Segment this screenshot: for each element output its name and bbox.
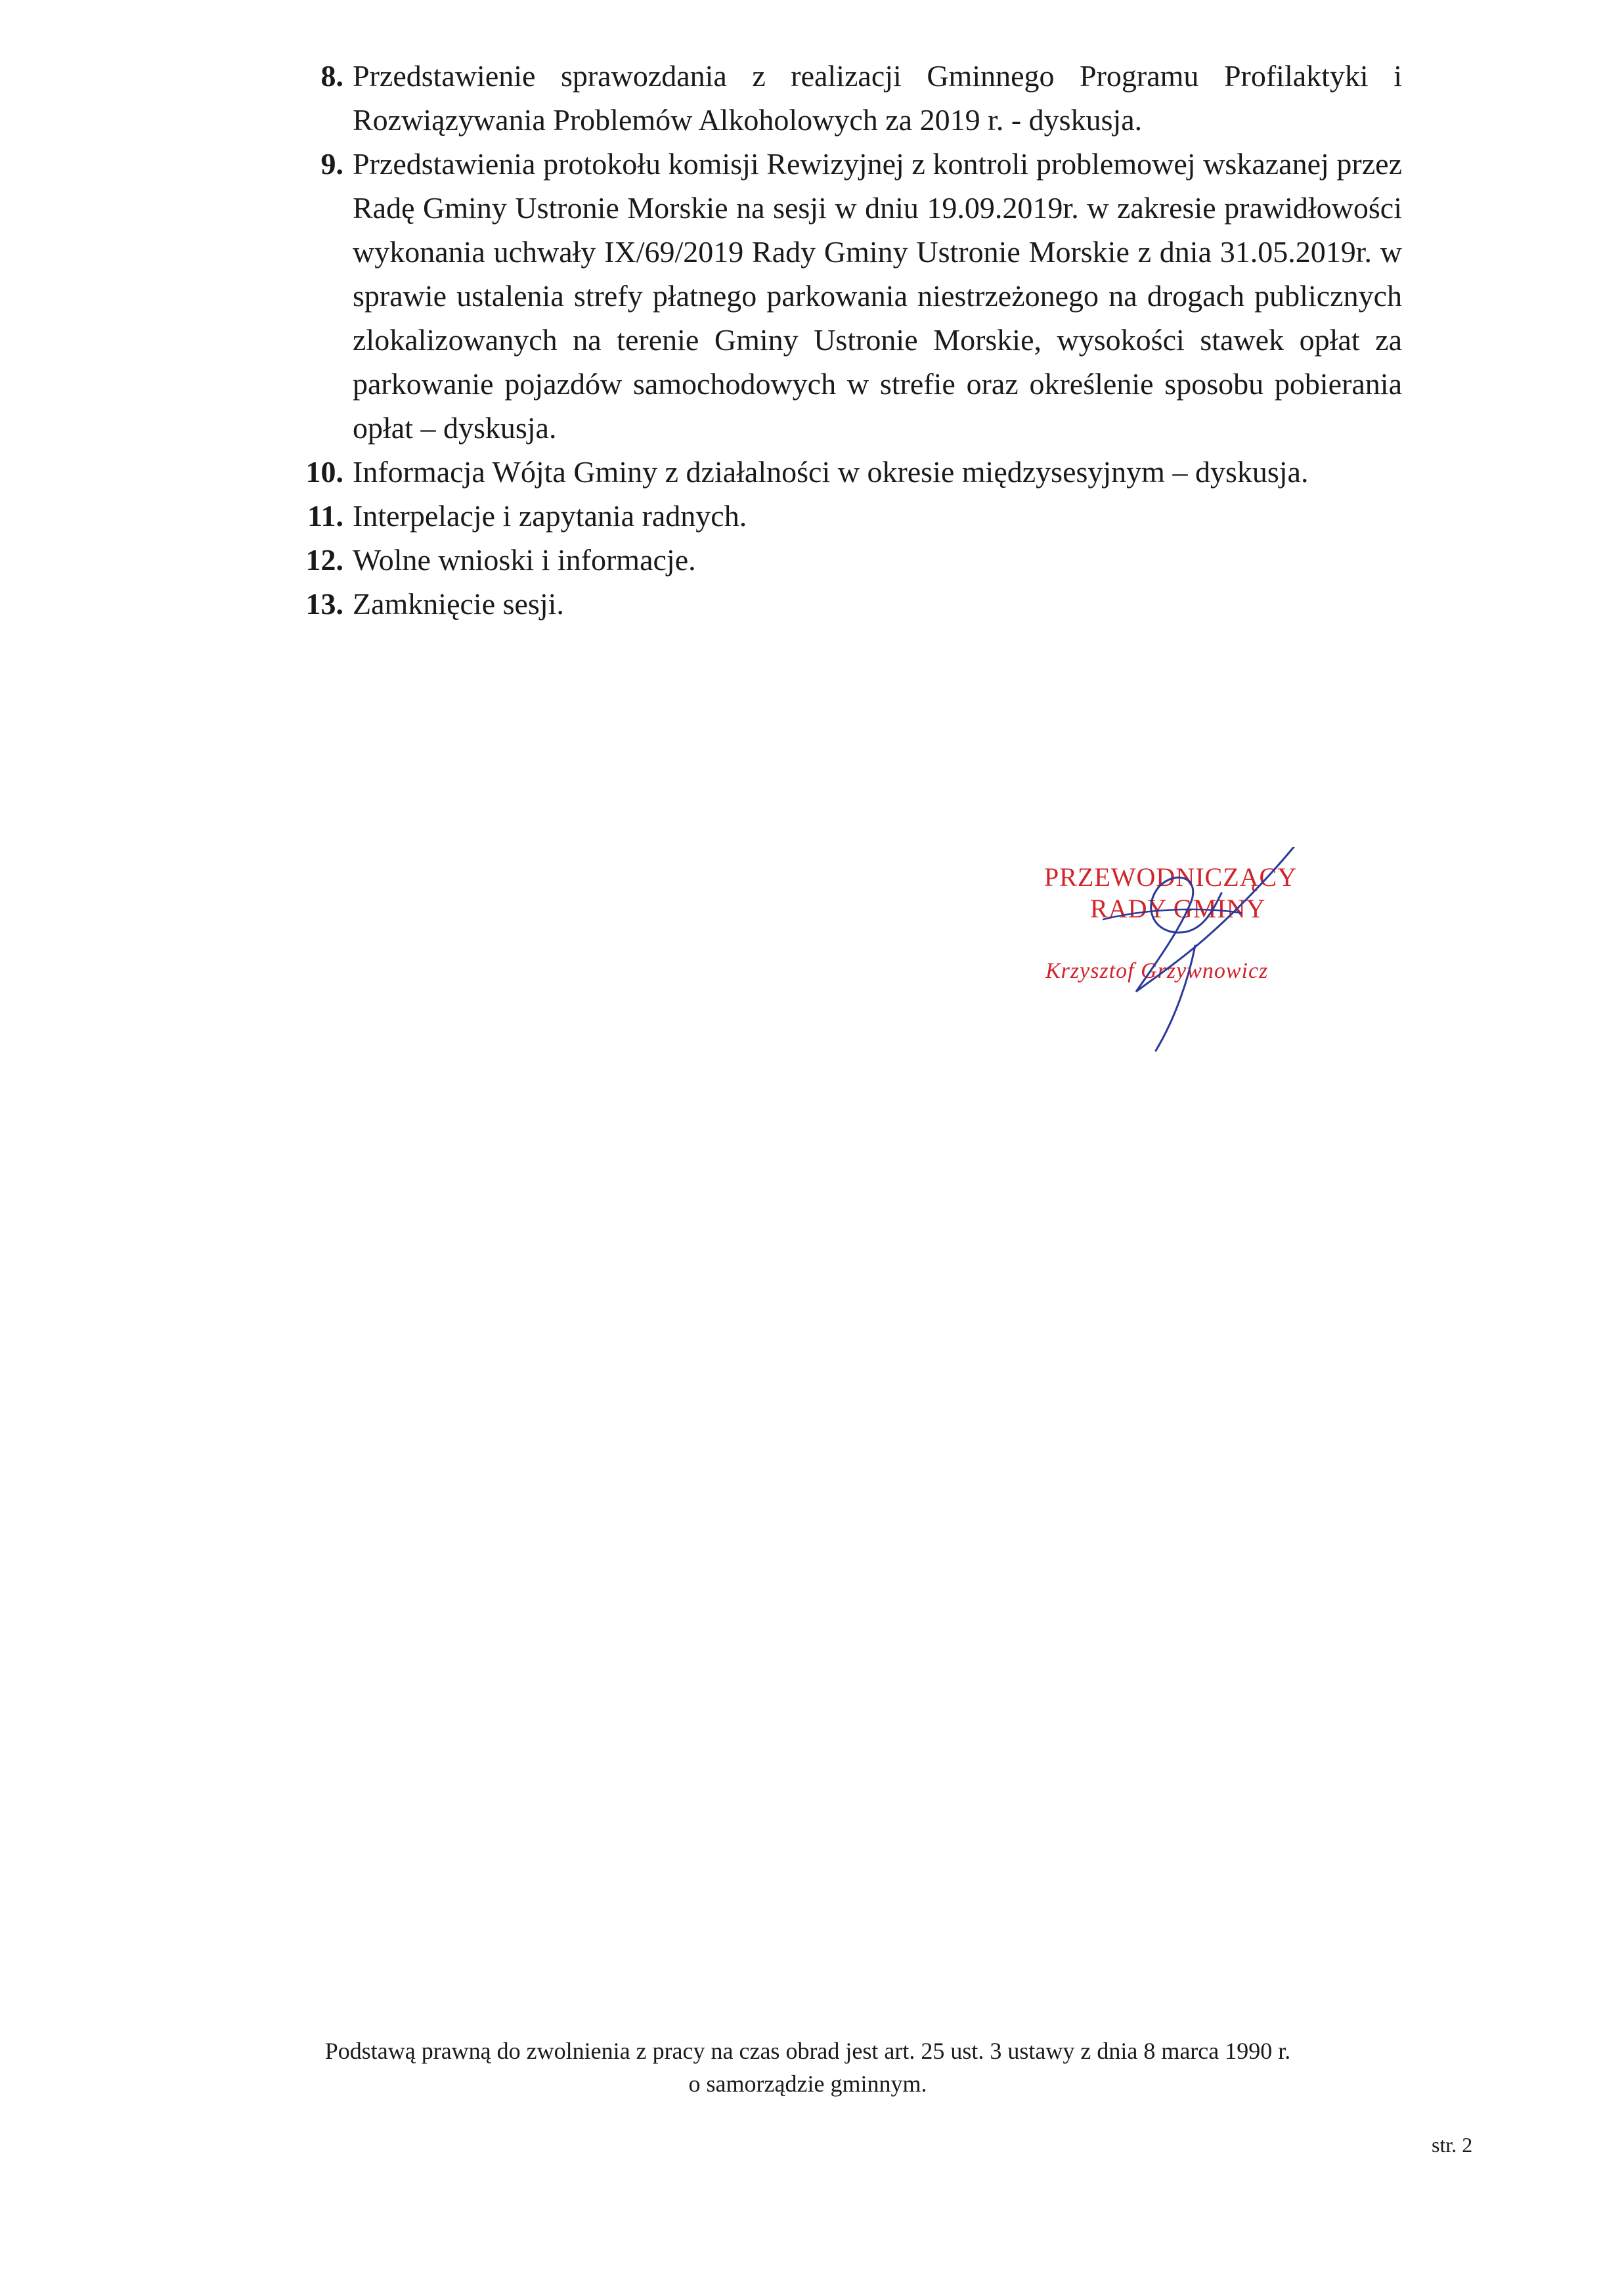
agenda-item-8: [299, 54, 1402, 142]
agenda-item-10: [299, 450, 1402, 494]
page-number: str. 2: [1432, 2133, 1473, 2157]
agenda-item-number: 9.: [320, 147, 343, 181]
signature-mark: [1024, 847, 1327, 1057]
agenda-item-text: Informacja Wójta Gminy z działalności w okresie międzysesyjnym – dyskusja.: [353, 455, 1309, 489]
legal-footer: [197, 2034, 1418, 2100]
agenda-item-text: Przedstawienia protokołu komisji Rewizyjnej z kontroli problemowej wskazanej przez Radę Gminy Ustronie Morskie na sesji w dniu 19.09.2019r. w zakresie prawidłowości wykonania uchwały IX/69/2019 Rady Gminy Ustronie Morskie z dnia 31.05.2019r. w sprawie ustalenia strefy płatnego parkowania niestrzeżonego na drogach publicznych zlokalizowanych na terenie Gminy Ustronie Morskie, wysokości stawek opłat za parkowanie pojazdów samochodowych w strefie oraz określenie sposobu pobierania opłat – dyskusja.: [353, 147, 1402, 445]
agenda-item-9: [299, 142, 1402, 450]
agenda-item-number: 10.: [305, 455, 343, 489]
agenda-item-13: [299, 582, 1402, 626]
agenda-item-12: [299, 538, 1402, 582]
stamp-title: PRZEWODNICZĄCY: [1044, 862, 1298, 892]
signature-loop: [1103, 910, 1241, 919]
agenda-item-number: 13.: [305, 587, 343, 621]
signature-stroke: [1136, 847, 1294, 992]
agenda-item-11: [299, 494, 1402, 538]
agenda-item-number: 11.: [307, 499, 343, 533]
agenda-item-text: Interpelacje i zapytania radnych.: [353, 499, 747, 533]
agenda-item-text: Przedstawienie sprawozdania z realizacji Gminnego Programu Profilaktyki i Rozwiązywania Problemów Alkoholowych za 2019 r. - dyskusja.: [353, 59, 1402, 137]
agenda-item-text: Wolne wnioski i informacje.: [353, 543, 696, 577]
agenda-list: [299, 54, 1402, 626]
stamp-subtitle: RADY GMINY: [1090, 894, 1266, 923]
footer-line-1: Podstawą prawną do zwolnienia z pracy na czas obrad jest art. 25 ust. 3 ustawy z dnia 8 marca 1990 r.: [324, 2038, 1291, 2064]
agenda-item-number: 8.: [320, 59, 343, 93]
chairman-stamp: [1024, 847, 1327, 1057]
stamp-name: Krzysztof Grzywnowicz: [1045, 959, 1269, 983]
agenda-item-text: Zamknięcie sesji.: [353, 587, 564, 621]
agenda-item-number: 12.: [305, 543, 343, 577]
footer-line-2: o samorządzie gminnym.: [688, 2071, 927, 2097]
